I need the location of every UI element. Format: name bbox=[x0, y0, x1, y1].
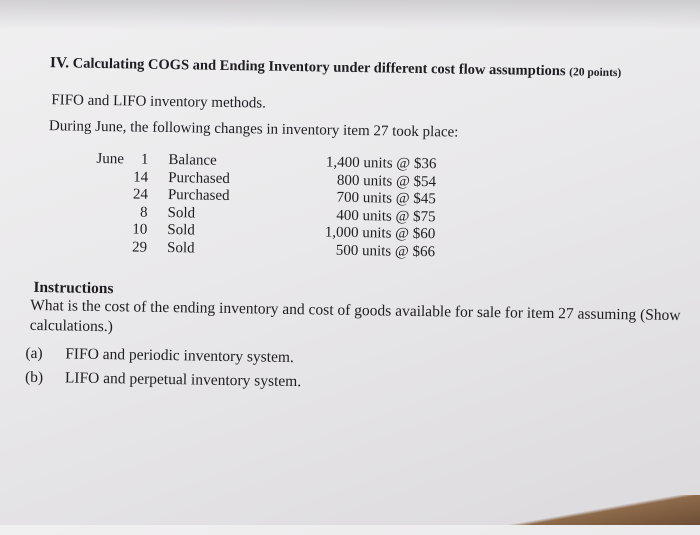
option-b bbox=[25, 369, 301, 391]
section-title: Calculating COGS and Ending Inventory under different cost flow assumptions bbox=[72, 55, 566, 80]
transaction-day: 29 bbox=[131, 238, 148, 256]
intro-line-2: During June, the following changes in inventory item 27 took place: bbox=[48, 118, 459, 141]
section-points: (20 points) bbox=[569, 66, 622, 80]
transaction-month: June bbox=[96, 150, 125, 168]
instructions-body: What is the cost of the ending inventory and cost of goods available for sale for item 27 assuming (Show calculations.) bbox=[29, 296, 681, 336]
transaction-desc: Balance bbox=[168, 152, 217, 169]
transaction-units: 400 units @ $75 bbox=[336, 207, 436, 225]
transaction-desc: Sold bbox=[166, 239, 195, 256]
transaction-units: 1,000 units @ $60 bbox=[324, 224, 436, 243]
transaction-units: 500 units @ $66 bbox=[335, 242, 436, 260]
instructions-title: Instructions bbox=[33, 278, 114, 298]
section-number: IV. bbox=[49, 54, 70, 72]
transaction-desc: Sold bbox=[167, 222, 195, 239]
transaction-day: 14 bbox=[133, 168, 149, 186]
option-label: (a) bbox=[25, 344, 43, 363]
transaction-units: 1,400 units @ $36 bbox=[325, 154, 437, 173]
option-a bbox=[25, 345, 294, 367]
transaction-units: 700 units @ $45 bbox=[336, 189, 436, 208]
option-text: LIFO and perpetual inventory system. bbox=[64, 369, 302, 391]
option-text: FIFO and periodic inventory system. bbox=[65, 345, 294, 367]
intro-line-1: FIFO and LIFO inventory methods. bbox=[51, 92, 267, 112]
option-label: (b) bbox=[24, 368, 44, 387]
transaction-day: 24 bbox=[132, 186, 149, 203]
transaction-desc: Purchased bbox=[168, 169, 230, 187]
transaction-desc: Purchased bbox=[167, 187, 230, 204]
transactions-table bbox=[95, 151, 457, 262]
transaction-desc: Sold bbox=[167, 204, 196, 221]
section-heading bbox=[50, 54, 690, 82]
transaction-day: 8 bbox=[139, 204, 148, 221]
transaction-day: 1 bbox=[140, 151, 149, 168]
transaction-units: 800 units @ $54 bbox=[336, 172, 437, 190]
transaction-day: 10 bbox=[132, 221, 148, 238]
